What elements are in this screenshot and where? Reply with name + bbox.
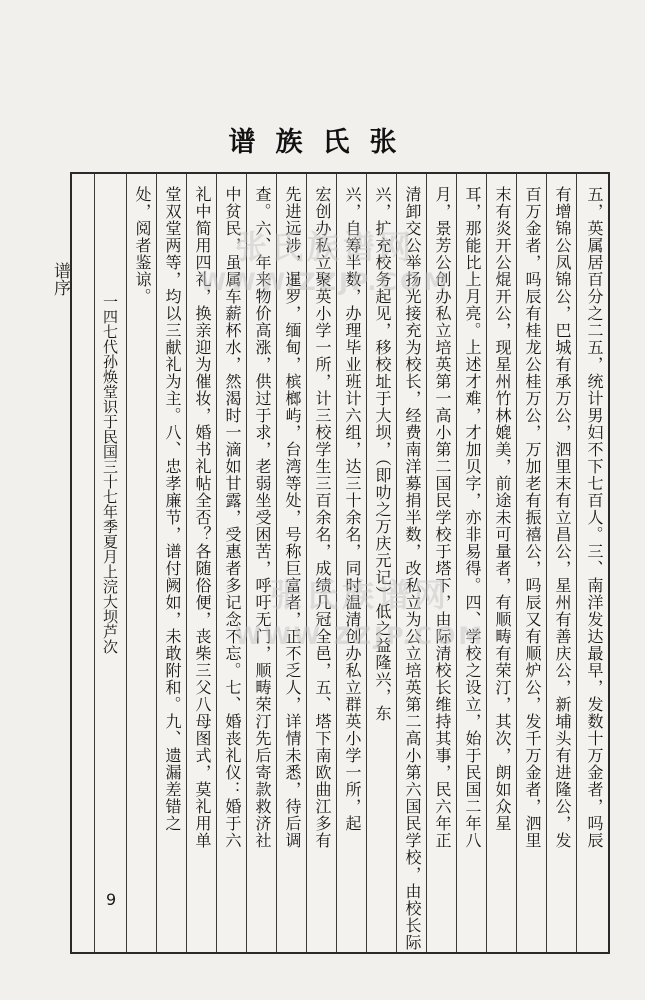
- page-title: 谱族氏张: [228, 127, 417, 158]
- page-number: 9: [106, 890, 117, 909]
- text-column: 堂双堂两等，均以三献礼为主。八、忠孝廉节，谱付阙如，未敢附和。九、遗漏差错之: [163, 186, 182, 832]
- text-column: 末有炎开公焜开公，现星州竹林媲美，前途未可量者，有顺畴有荣汀，其次，朗如众星: [493, 186, 512, 832]
- text-column: 先进远涉，暹罗，缅甸，槟榔屿，台湾等处，号称巨富者，正不乏人，详情未悉，待后调: [283, 186, 302, 849]
- text-column: 查。六、年来物价高涨，供过于求，老弱坐受困苦，呼吁无门，顺畴荣汀先后寄款救济社: [253, 186, 272, 849]
- column-rule: [546, 174, 547, 952]
- text-column: 百万金者，吗辰有桂龙公桂万公，万加老有振禧公，吗辰又有顺炉公，发千万金者，泗里: [523, 186, 542, 849]
- column-rule: [306, 174, 307, 952]
- column-rule: [94, 174, 95, 952]
- watermark-text: 张氏族谱网: [269, 576, 450, 614]
- text-column: 处，阅者鉴谅。: [133, 186, 152, 305]
- column-rule: [426, 174, 427, 952]
- text-column: 清卸交公举扬光接充为校长，经费南洋募捐半数，改私立为公立培英第二高小第六国民学校，由校长际: [403, 186, 422, 951]
- text-column: 礼中简用四礼，换亲迎为催妆，婚书礼帖全否？各随俗便，丧柴三父八母图式，莫礼用单: [193, 186, 212, 849]
- text-column: 宏创办私立聚英小学一所，计三校学生三百余名，成绩几冠全邑，五、塔下南欧曲江多有: [313, 186, 332, 849]
- column-rule: [336, 174, 337, 952]
- column-rule: [276, 174, 277, 952]
- section-label: 谱序: [50, 262, 70, 296]
- column-rule: [246, 174, 247, 952]
- column-rule: [576, 174, 577, 952]
- text-column: 兴，自筹半数，办理毕业班计六组，达三十余名，同时温清创办私立群英小学一所，起: [343, 186, 362, 832]
- text-column: 有增锦公凤锦公，巴城有承万公，泗里末有立昌公，星州有善庆公，新埔头有进隆公，发: [553, 186, 572, 849]
- watermark-text: 张氏族谱网: [234, 228, 415, 266]
- watermark-url: WWW.ZZJP.COM: [234, 622, 486, 650]
- column-rule: [126, 174, 127, 952]
- text-column: 耳，那能比上月亮。上述才难，才加贝字，亦非易得。四、学校之设立，始于民国二年八: [463, 186, 482, 849]
- column-rule: [216, 174, 217, 952]
- column-rule: [456, 174, 457, 952]
- column-rule: [156, 174, 157, 952]
- column-rule: [486, 174, 487, 952]
- column-rule: [186, 174, 187, 952]
- column-rule: [396, 174, 397, 952]
- text-column: 中贫民，虽属车薪杯水，然渴时一滴如甘露，受惠者多记念不忘。七、婚丧礼仪：婚于六: [223, 186, 242, 849]
- text-column: 兴，扩充校务起见，移校址于大坝，（即叻之万庆元记）低之益隆兴，东: [373, 186, 392, 722]
- colophon: 一四七代孙焕堂识于民国三十七年季夏月上浣大坝芦次: [101, 294, 119, 654]
- text-column: 月，景芳公创办私立培英第一高小第二国民学校于塔下，由际清校长维持其事，民六年正: [433, 186, 452, 849]
- column-rule: [366, 174, 367, 952]
- text-frame: [70, 172, 610, 954]
- text-column: 五，英属居百分之二五，统计男妇不下七百人。三、南洋发达最早，发数十万金者，吗辰: [585, 186, 604, 849]
- watermark-url: WWW.ZZJP.COM: [199, 268, 451, 296]
- column-rule: [516, 174, 517, 952]
